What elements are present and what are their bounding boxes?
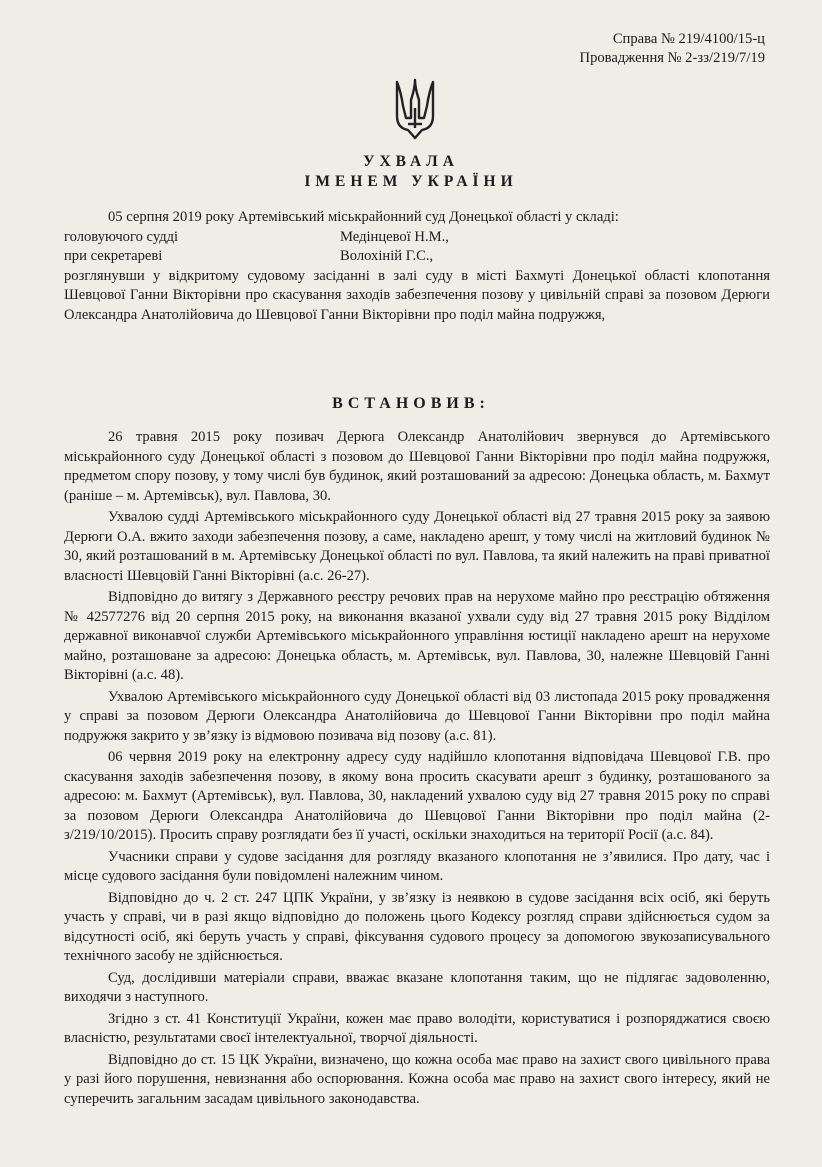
section-heading: ВСТАНОВИВ: — [332, 395, 490, 412]
paragraph: Відповідно до ст. 15 ЦК України, визначено, що кожна особа має право на захист свого цивільного права у разі його порушення, невизнання або оспорювання. Кожна особа має право на захист свого інтересу, який не суперечить загальним засадам цивільного законодавства. — [64, 1051, 770, 1107]
paragraph: Відповідно до ч. 2 ст. 247 ЦПК України, у зв’язку із неявкою в судове засідання всіх осіб, які беруть участь у справі, чи в разі якщо відповідно до положень цього Кодексу розгляд справи здійснюється судом за відсутності осіб, які беруть участь у справі, фіксування судового процесу за допомогою звукозаписувального технічного засобу не здійснюється. — [64, 889, 770, 964]
paragraph: Учасники справи у судове засідання для розгляду вказаного клопотання не з’явилися. Про дату, час і місце судового засідання були повідомлені належним чином. — [64, 848, 770, 884]
proceeding-number: Провадження № 2-зз/219/7/19 — [579, 50, 765, 66]
title-ruling: УХВАЛА — [363, 153, 459, 170]
trident-icon — [394, 78, 436, 140]
title-in-name-of-ukraine: ІМЕНЕМ УКРАЇНИ — [304, 173, 518, 190]
secretary-row — [64, 247, 770, 267]
secretary-name: Волохіній Г.С., — [340, 248, 434, 264]
intro-block — [64, 208, 770, 325]
judge-label: головуючого судді — [64, 228, 179, 245]
paragraph: Згідно з ст. 41 Конституції України, кожен має право володіти, користуватися і розпоряджатися своєю власністю, результатами своєї інтелектуальної, творчої діяльності. — [64, 1010, 770, 1046]
document-body — [64, 428, 770, 1111]
judge-name: Медінцевої Н.М., — [340, 228, 449, 245]
paragraph: 06 червня 2019 року на електронну адресу суду надійшло клопотання відповідача Шевцової Г.В. про скасування заходів забезпечення позову, в якому вона просить скасувати арешт з будинку, розташованого за адресою: м. Бахмут (Артемівськ), вул. Павлова, 30, накладений ухвалою суду від 27 травня 2015 року по справі за позовом Дерюги Олександра Анатолійовича до Шевцової Ганни Вікторівни про поділ майна (2-з/219/10/2015). Просить справу розглядати без її участі, оскільки знаходиться на території Росії (а.с. 84). — [64, 749, 770, 843]
paragraph: 26 травня 2015 року позивач Дерюга Олександр Анатолійович звернувся до Артемівського міськрайонного суду Донецької області з позовом до Шевцової Ганни Вікторівни про поділ майна подружжя, предметом спору позову, у тому числі був будинок, який розташований за адресою: Донецька область, м. Бахмут (раніше – м. Артемівськ), вул. Павлова, 30. — [64, 429, 770, 504]
document-title — [0, 152, 822, 192]
intro-opening: 05 серпня 2019 року Артемівський міськрайонний суд Донецької області у складі: — [108, 209, 619, 225]
case-number: Справа № 219/4100/15-ц — [612, 31, 765, 47]
paragraph: Ухвалою Артемівського міськрайонного суду Донецької області від 03 листопада 2015 року провадження у справі за позовом Дерюги Олександра Анатолійовича до Шевцової Ганни Вікторівни про поділ майна подружжя закрито у зв’язку із відмовою позивача від позову (а.с. 81). — [64, 688, 770, 744]
paragraph: Відповідно до витягу з Державного реєстру речових прав на нерухоме майно про реєстрацію обтяження № 42577276 від 20 серпня 2015 року, на виконання вказаної ухвали суду від 27 травня 2015 року Відділом державної виконавчої служби Артемівського міськрайонного управління юстиції накладено арешт на нерухоме майно, розташоване за адресою: Донецька область, м. Артемівськ, вул. Павлова, 30, належне Шевцовій Ганні Вікторівні (а.с. 48). — [64, 589, 770, 683]
case-reference — [580, 30, 765, 68]
secretary-label: при секретареві — [64, 248, 163, 264]
paragraph: Суд, дослідивши матеріали справи, вважає вказане клопотання таким, що не підлягає задоволенню, виходячи з наступного. — [64, 969, 770, 1005]
paragraph: Ухвалою судді Артемівського міськрайонного суду Донецької області від 27 травня 2015 року за заявою Дерюги О.А. вжито заходи забезпечення позову, а саме, накладено арешт, у тому числі на житловий будинок № 30, який розташований в м. Артемівську Донецької області по вул. Павлова, та який належить на праві приватної власності Шевцовій Ганні Вікторівні (а.с. 26-27). — [64, 509, 770, 584]
intro-text: розглянувши у відкритому судовому засіданні в залі суду в місті Бахмуті Донецької області клопотання Шевцової Ганни Вікторівни про скасування заходів забезпечення позову у цивільній справі за позовом Дерюги Олександра Анатолійовича до Шевцової Ганни Вікторівни про поділ майна подружжя, — [64, 267, 770, 323]
judge-row — [64, 228, 770, 248]
